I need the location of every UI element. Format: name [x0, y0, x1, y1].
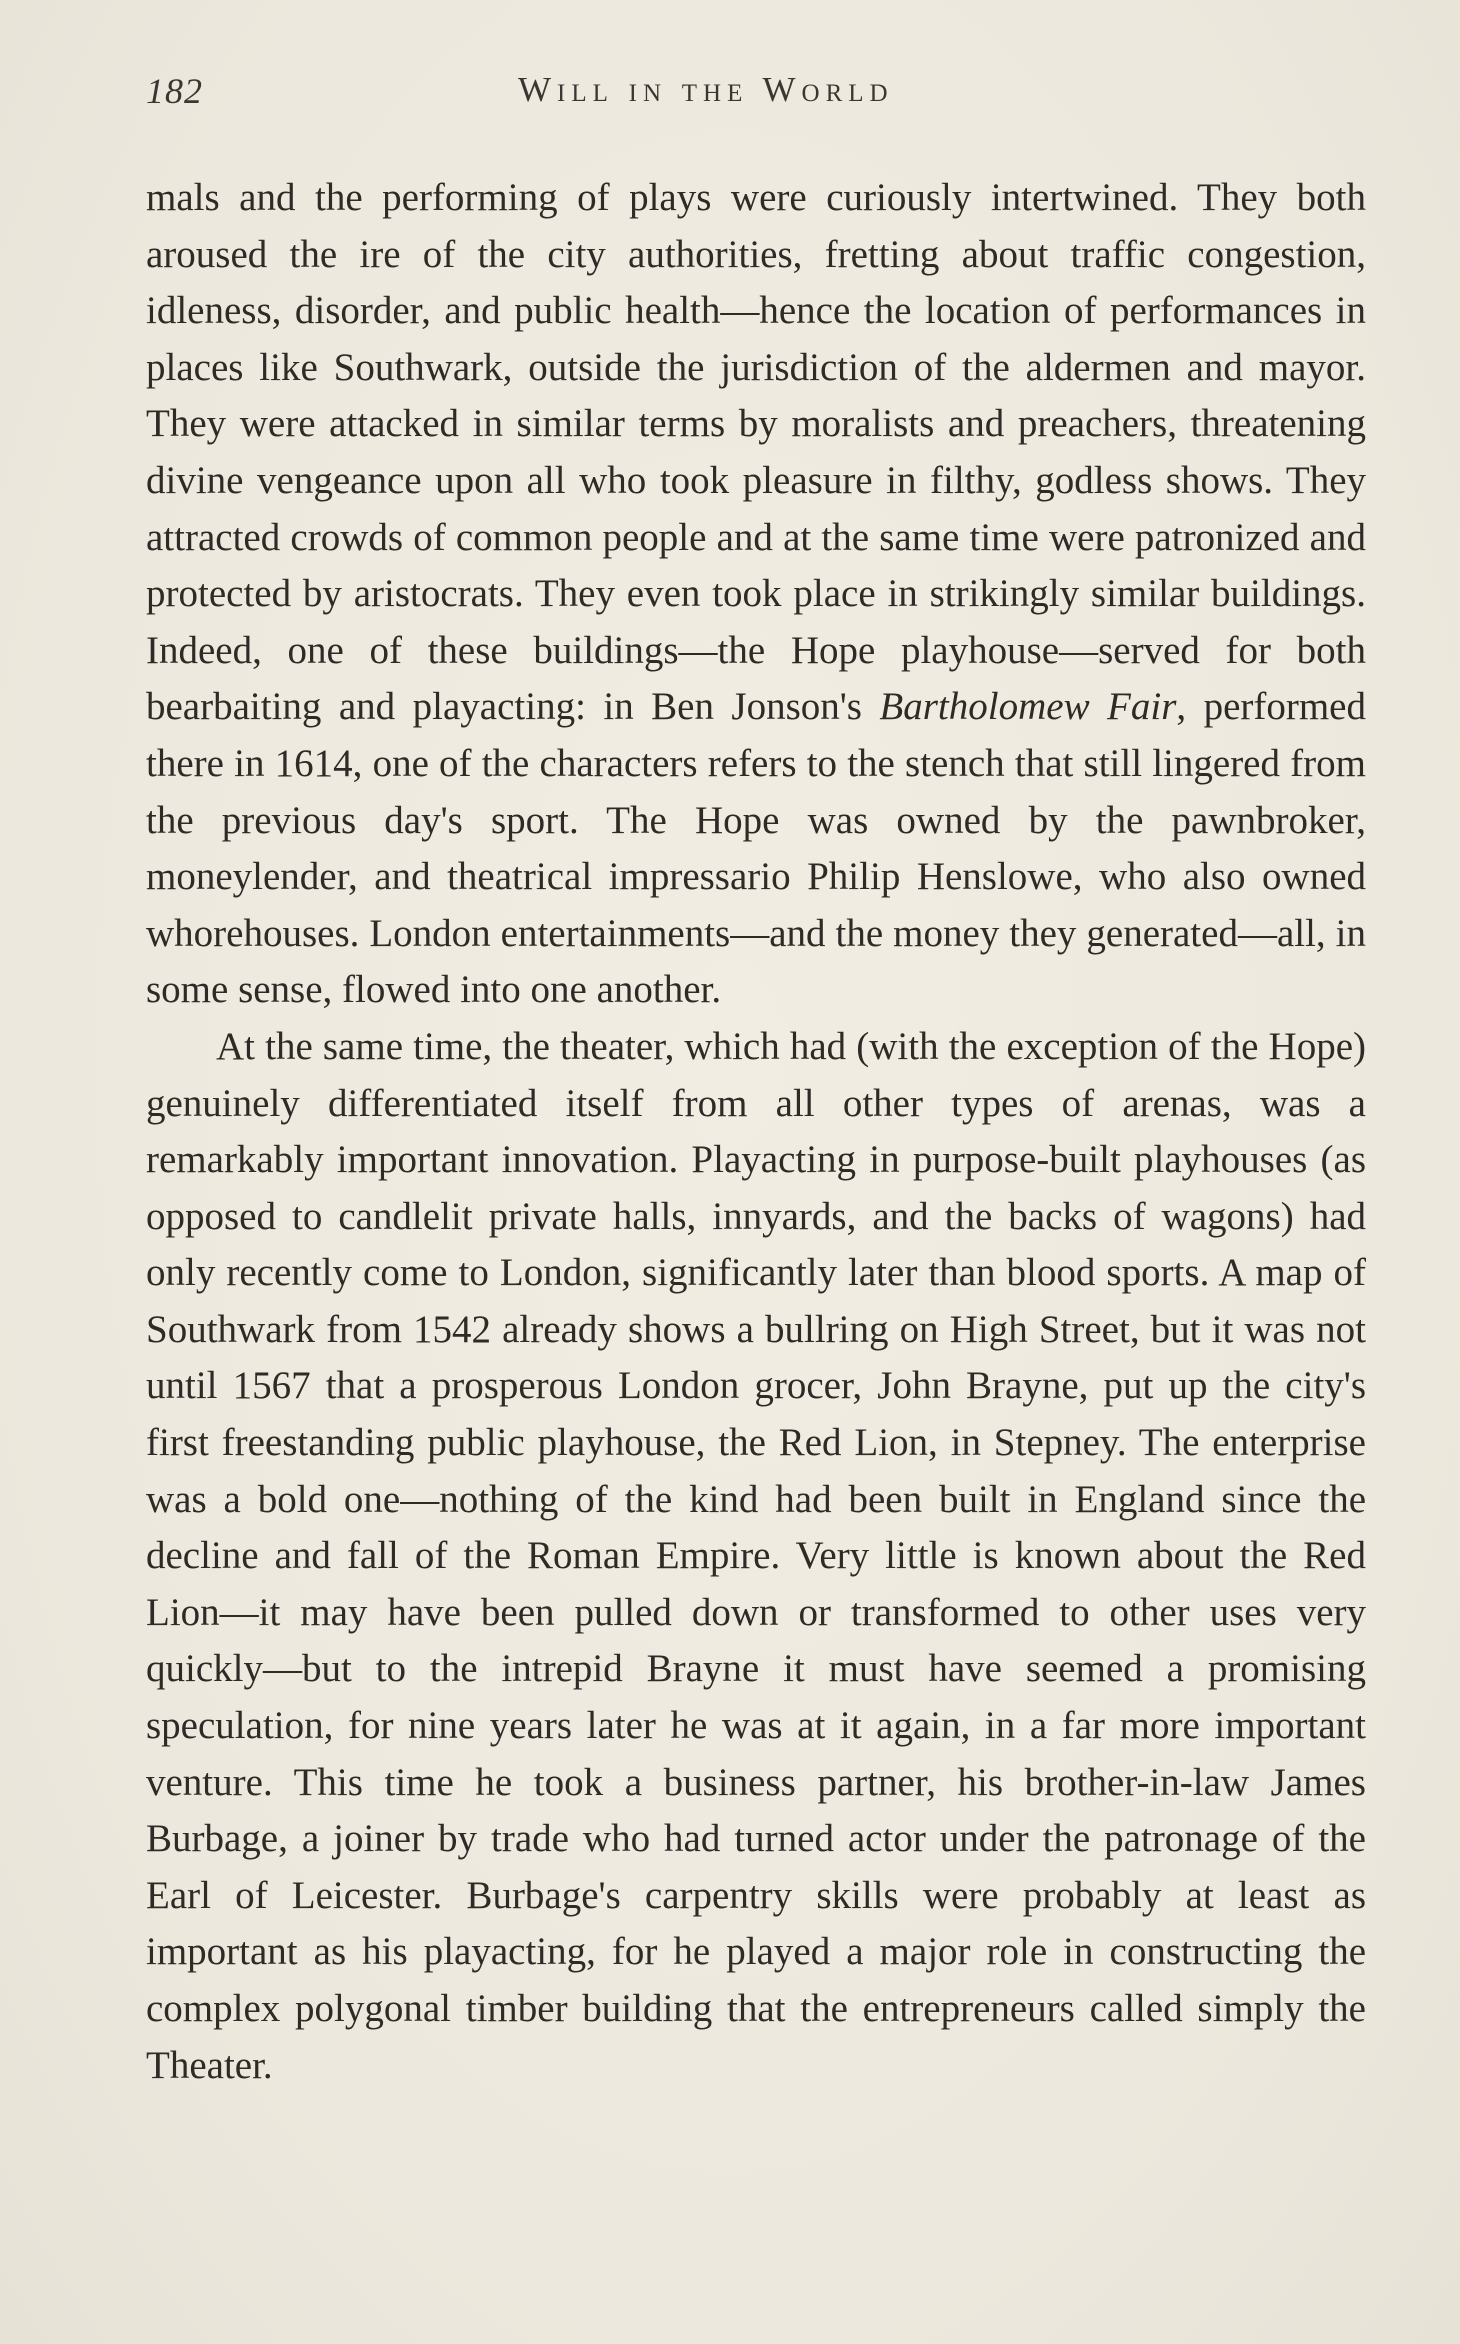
running-title: Will in the World — [518, 70, 894, 109]
paragraph-text-end: , performed there in 1614, one of the characters refers to the stench that still lingered from the previous day's sport. The Hope was owned by the pawnbroker, moneylender, and theatrical impressario Philip Henslowe, who also owned whorehouses. London entertainments—and the money they generated—all, in some sense, flowed into one another. — [146, 685, 1366, 1012]
italic-title: Bartholomew Fair — [879, 685, 1177, 729]
paragraph-continued — [146, 170, 1366, 1019]
page-number: 182 — [146, 71, 203, 111]
running-head — [146, 70, 1366, 120]
paragraph-text-start: mals and the performing of plays were curiously intertwined. They both aroused the ire of the city authorities, fretting about traffic congestion, idleness, disorder, and public health—hence the location of performances in places like Southwark, outside the jurisdiction of the aldermen and mayor. They were attacked in similar terms by moralists and preachers, threatening divine vengeance upon all who took pleasure in filthy, godless shows. They attracted crowds of common people and at the same time were patronized and protected by aristocrats. They even took place in strikingly similar buildings. Indeed, one of these buildings—the Hope playhouse—served for both bearbaiting and playacting: in Ben Jonson's — [146, 176, 1366, 729]
paragraph: At the same time, the theater, which had (with the exception of the Hope) genuinely differentiated itself from all other types of arenas, was a remarkably important innovation. Playacting in purpose-built playhouses (as opposed to candlelit private halls, innyards, and the backs of wagons) had only recently come to London, significantly later than blood sports. A map of Southwark from 1542 already shows a bullring on High Street, but it was not until 1567 that a prosperous London grocer, John Brayne, put up the city's first freestanding public playhouse, the Red Lion, in Stepney. The enterprise was a bold one—nothing of the kind had been built in England since the decline and fall of the Roman Empire. Very little is known about the Red Lion—it may have been pulled down or transformed to other uses very quickly—but to the intrepid Brayne it must have seemed a promising speculation, for nine years later he was at it again, in a far more important venture. This time he took a business partner, his brother-in-law James Burbage, a joiner by trade who had turned actor under the patronage of the Earl of Leicester. Burbage's carpentry skills were probably at least as important as his playacting, for he played a major role in constructing the complex polygonal timber building that the entrepreneurs called simply the Theater. — [146, 1024, 1366, 2087]
body-text — [146, 170, 1366, 2094]
